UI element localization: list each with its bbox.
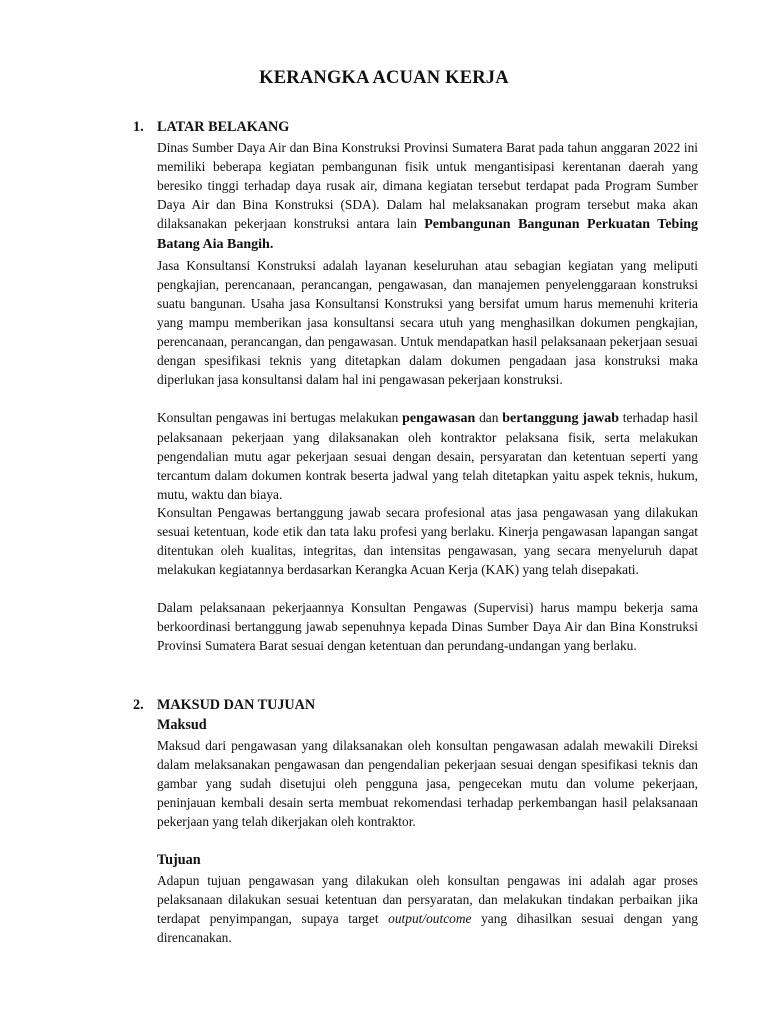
emphasis-pengawasan: pengawasan (402, 411, 476, 426)
section-title: MAKSUD DAN TUJUAN (157, 697, 316, 713)
emphasis-bertanggung-jawab: bertanggung jawab (502, 411, 619, 426)
emphasis-output-outcome: output/outcome (388, 911, 472, 926)
paragraph-text: dan (475, 410, 503, 425)
paragraph-text: Dinas Sumber Daya Air dan Bina Konstruksi Provinsi Sumatera Barat pada tahun anggaran 2022 ini memiliki beberapa kegiatan pembangunan fisik untuk mengantisipasi kerentanan daerah yang beresiko tinggi terhadap daya rusak air, dimana kegiatan tersebut terdapat pada Program Sumber Daya Air dan Bina Konstruksi (SDA). Dalam hal melaksanakan program tersebut maka akan dilaksanakan pekerjaan konstruksi antara lain (157, 140, 698, 231)
document-title: KERANGKA ACUAN KERJA (259, 68, 509, 88)
paragraph-latar-belakang-5: Dalam pelaksanaan pekerjaannya Konsultan Pengawas (Supervisi) harus mampu bekerja sama berkoordinasi bertanggung jawab sepenuhnya kepada Dinas Sumber Daya Air dan Bina Konstruksi Provinsi Sumatera Barat sesuai dengan ketentuan dan perundang-undangan yang berlaku. (157, 600, 698, 653)
project-name: Pembangunan Bangunan Perkuatan Tebing Batang Aia Bangih. (157, 217, 698, 252)
section-title: LATAR BELAKANG (157, 119, 290, 135)
section-heading-latar-belakang (133, 119, 289, 136)
paragraph-text: terhadap hasil pelaksanaan pekerjaan yang dilaksanakan oleh kontraktor pelaksana fisik, serta melakukan pengendalian mutu agar pekerjaan sesuai dengan desain, persyaratan dan ketentuan seperti yang tercantum dalam dokumen kontrak beserta jadwal yang telah ditetapkan yaitu aspek teknis, hukum, mutu, waktu dan biaya. (157, 410, 699, 502)
paragraph-maksud: Maksud dari pengawasan yang dilaksanakan oleh konsultan pengawasan adalah mewakili Direksi dalam melaksanakan pengawasan dan pengendalian pekerjaan sesuai dengan spesifikasi teknis dan gambar yang sudah disetujui oleh pengguna jasa, pengecekan mutu dan volume pekerjaan, peninjauan kembali desain serta membuat rekomendasi terhadap perkembangan hasil pelaksanaan pekerjaan yang telah dikerjakan oleh kontraktor. (157, 738, 698, 829)
paragraph-text: Konsultan pengawas ini bertugas melakukan (157, 410, 403, 425)
paragraph-latar-belakang-4: Konsultan Pengawas bertanggung jawab secara profesional atas jasa pengawasan yang dilakukan sesuai ketentuan, kode etik dan tata laku profesi yang berlaku. Kinerja pengawasan lapangan sangat ditentukan oleh kualitas, integritas, dan intensitas pengawasan, yang secara menyeluruh dapat melakukan kegiatannya berdasarkan Kerangka Acuan Kerja (KAK) yang telah disepakati. (157, 505, 698, 577)
section-heading-maksud-dan-tujuan (133, 697, 315, 714)
section-number: 2. (133, 697, 144, 713)
section-number: 1. (133, 119, 144, 135)
subheading-tujuan: Tujuan (157, 852, 201, 868)
paragraph-text: yang dihasilkan sesuai dengan yang direncanakan. (157, 911, 698, 945)
paragraph-tujuan (157, 871, 698, 947)
subheading-maksud: Maksud (157, 717, 207, 733)
paragraph-text: Adapun tujuan pengawasan yang dilakukan oleh konsultan pengawas ini adalah agar proses pelaksanaan dilakukan sesuai ketentuan dan persyaratan, dan melakukan tindakan perbaikan jika terdapat penyimpangan, supaya target (157, 873, 698, 926)
paragraph-latar-belakang-3 (157, 408, 698, 504)
paragraph-latar-belakang-1 (157, 138, 698, 254)
paragraph-latar-belakang-2: Jasa Konsultansi Konstruksi adalah layanan keseluruhan atau sebagian kegiatan yang meliputi pengkajian, perencanaan, perancangan, pengawasan, dan manajemen penyelenggaraan konstruksi suatu bangunan. Usaha jasa Konsultansi Konstruksi yang bersifat umum harus memenuhi kriteria yang mampu memberikan jasa konsultansi secara utuh yang menghasilkan dokumen pengkajian, perencanaan, perancangan, dan pengawasan. Untuk mendapatkan hasil pelaksanaan pekerjaan sesuai dengan spesifikasi teknis yang ditetapkan dalam dokumen pengadaan jasa konstruksi maka diperlukan jasa konsultansi dalam hal ini pengawasan pekerjaan konstruksi. (157, 258, 698, 387)
